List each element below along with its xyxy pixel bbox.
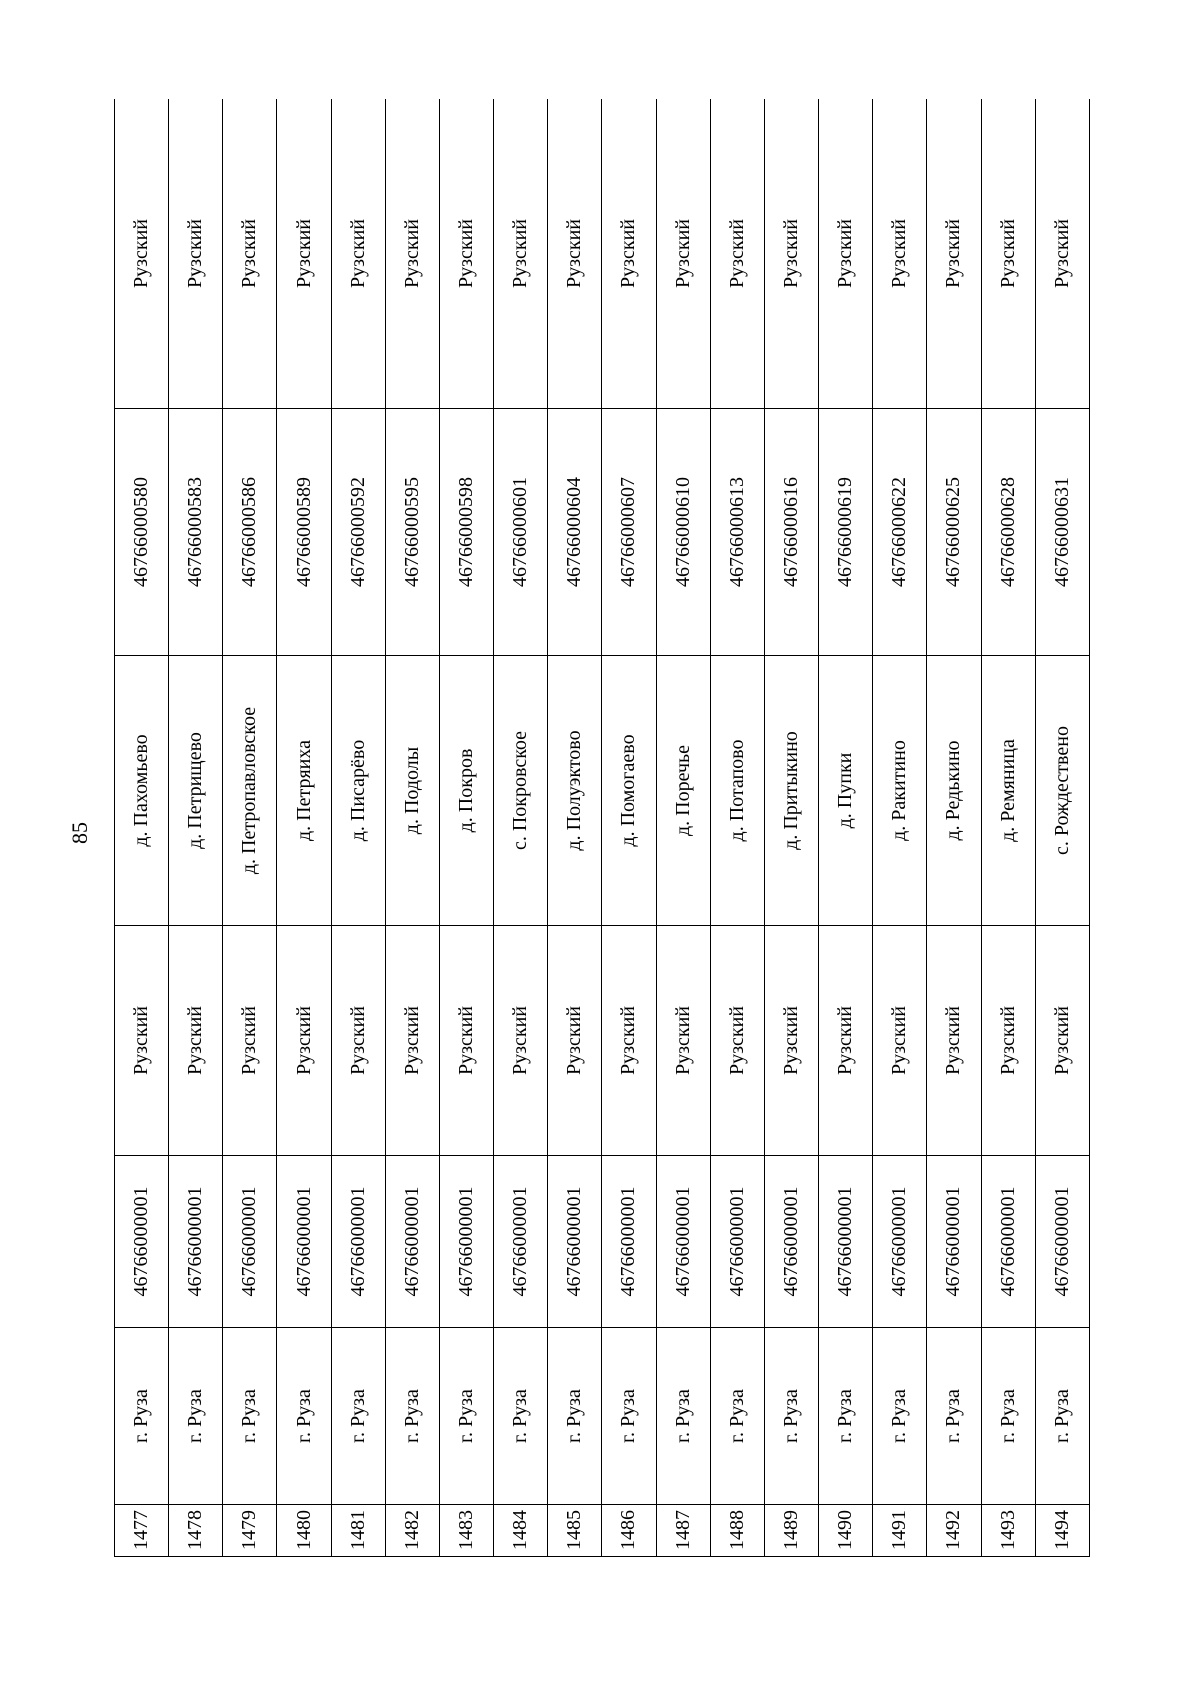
city-cell: г. Руза [1035,1328,1089,1505]
settlement-district-cell: Рузский [819,99,873,409]
city-cell: г. Руза [169,1328,223,1505]
table-row [981,99,1035,1557]
row-number: 1488 [710,1505,764,1557]
table-row [439,99,493,1557]
oktmo-code-cell: 46766000001 [656,1156,710,1328]
district-cell: Рузский [169,926,223,1156]
oktmo-code-cell: 46766000001 [927,1156,981,1328]
table-row [764,99,818,1557]
settlement-code-cell: 46766000580 [115,409,169,656]
city-cell: г. Руза [927,1328,981,1505]
oktmo-code-cell: 46766000001 [764,1156,818,1328]
table-row [873,99,927,1557]
city-cell: г. Руза [548,1328,602,1505]
district-cell: Рузский [548,926,602,1156]
settlement-cell: д. Ремяница [981,656,1035,926]
table-row [656,99,710,1557]
table-row [819,99,873,1557]
district-cell: Рузский [710,926,764,1156]
settlement-code-cell: 46766000598 [439,409,493,656]
settlement-code-cell: 46766000619 [819,409,873,656]
oktmo-code-cell: 46766000001 [819,1156,873,1328]
oktmo-code-cell: 46766000001 [169,1156,223,1328]
district-cell: Рузский [819,926,873,1156]
table-row [385,99,439,1557]
row-number: 1489 [764,1505,818,1557]
table-row [494,99,548,1557]
settlement-code-cell: 46766000622 [873,409,927,656]
settlement-district-cell: Рузский [277,99,331,409]
settlement-code-cell: 46766000616 [764,409,818,656]
oktmo-code-cell: 46766000001 [331,1156,385,1328]
settlement-cell: д. Покров [439,656,493,926]
settlement-district-cell: Рузский [873,99,927,409]
page-number: 85 [67,822,92,844]
settlement-district-cell: Рузский [439,99,493,409]
settlement-cell: д. Петропавловское [223,656,277,926]
settlement-cell: д. Редькино [927,656,981,926]
settlement-code-cell: 46766000625 [927,409,981,656]
settlement-code-cell: 46766000595 [385,409,439,656]
settlement-district-cell: Рузский [223,99,277,409]
row-number: 1492 [927,1505,981,1557]
row-number: 1485 [548,1505,602,1557]
row-number: 1487 [656,1505,710,1557]
city-cell: г. Руза [331,1328,385,1505]
settlement-code-cell: 46766000607 [602,409,656,656]
row-number: 1493 [981,1505,1035,1557]
district-cell: Рузский [656,926,710,1156]
row-number: 1484 [494,1505,548,1557]
table-row [223,99,277,1557]
settlement-district-cell: Рузский [494,99,548,409]
settlement-code-cell: 46766000613 [710,409,764,656]
city-cell: г. Руза [385,1328,439,1505]
table-row [602,99,656,1557]
district-cell: Рузский [277,926,331,1156]
oktmo-code-cell: 46766000001 [439,1156,493,1328]
settlement-cell: д. Подолы [385,656,439,926]
row-number: 1486 [602,1505,656,1557]
district-cell: Рузский [115,926,169,1156]
oktmo-code-cell: 46766000001 [548,1156,602,1328]
settlement-district-cell: Рузский [385,99,439,409]
settlement-code-cell: 46766000631 [1035,409,1089,656]
table-row [169,99,223,1557]
oktmo-code-cell: 46766000001 [115,1156,169,1328]
settlement-district-cell: Рузский [602,99,656,409]
row-number: 1477 [115,1505,169,1557]
city-cell: г. Руза [494,1328,548,1505]
settlement-district-cell: Рузский [1035,99,1089,409]
city-cell: г. Руза [656,1328,710,1505]
settlement-code-cell: 46766000601 [494,409,548,656]
oktmo-code-cell: 46766000001 [1035,1156,1089,1328]
table-row [115,99,169,1557]
district-cell: Рузский [873,926,927,1156]
oktmo-code-cell: 46766000001 [385,1156,439,1328]
settlement-cell: д. Пупки [819,656,873,926]
city-cell: г. Руза [115,1328,169,1505]
row-number: 1482 [385,1505,439,1557]
row-number: 1481 [331,1505,385,1557]
city-cell: г. Руза [223,1328,277,1505]
city-cell: г. Руза [277,1328,331,1505]
city-cell: г. Руза [981,1328,1035,1505]
city-cell: г. Руза [439,1328,493,1505]
settlement-district-cell: Рузский [548,99,602,409]
district-cell: Рузский [385,926,439,1156]
oktmo-code-cell: 46766000001 [494,1156,548,1328]
oktmo-code-cell: 46766000001 [223,1156,277,1328]
settlement-code-cell: 46766000628 [981,409,1035,656]
oktmo-code-cell: 46766000001 [710,1156,764,1328]
table-row [710,99,764,1557]
city-cell: г. Руза [710,1328,764,1505]
district-cell: Рузский [981,926,1035,1156]
settlement-district-cell: Рузский [331,99,385,409]
settlement-code-cell: 46766000589 [277,409,331,656]
settlement-cell: д. Помогаево [602,656,656,926]
settlement-district-cell: Рузский [710,99,764,409]
district-cell: Рузский [331,926,385,1156]
district-cell: Рузский [602,926,656,1156]
settlement-cell: д. Петряиха [277,656,331,926]
row-number: 1483 [439,1505,493,1557]
settlement-district-cell: Рузский [981,99,1035,409]
settlement-cell: с. Рождествено [1035,656,1089,926]
table-row [331,99,385,1557]
city-cell: г. Руза [873,1328,927,1505]
settlement-code-cell: 46766000586 [223,409,277,656]
district-cell: Рузский [439,926,493,1156]
settlement-cell: д. Петрищево [169,656,223,926]
district-cell: Рузский [223,926,277,1156]
settlement-cell: д. Пахомьево [115,656,169,926]
settlement-district-cell: Рузский [764,99,818,409]
table-row [1035,99,1089,1557]
row-number: 1478 [169,1505,223,1557]
district-cell: Рузский [494,926,548,1156]
settlement-cell: д. Ракитино [873,656,927,926]
oktmo-code-cell: 46766000001 [981,1156,1035,1328]
row-number: 1480 [277,1505,331,1557]
settlement-cell: д. Притыкино [764,656,818,926]
district-cell: Рузский [927,926,981,1156]
city-cell: г. Руза [819,1328,873,1505]
table-row [927,99,981,1557]
oktmo-code-cell: 46766000001 [602,1156,656,1328]
district-cell: Рузский [1035,926,1089,1156]
city-cell: г. Руза [764,1328,818,1505]
settlement-district-cell: Рузский [927,99,981,409]
settlements-table-wrapper [114,99,1090,1557]
settlement-code-cell: 46766000604 [548,409,602,656]
settlement-code-cell: 46766000592 [331,409,385,656]
oktmo-code-cell: 46766000001 [277,1156,331,1328]
settlements-table [114,99,1090,1557]
row-number: 1490 [819,1505,873,1557]
district-cell: Рузский [764,926,818,1156]
settlement-code-cell: 46766000610 [656,409,710,656]
settlement-cell: с. Покровское [494,656,548,926]
settlement-district-cell: Рузский [115,99,169,409]
table-row [277,99,331,1557]
row-number: 1494 [1035,1505,1089,1557]
settlement-cell: д. Потапово [710,656,764,926]
table-row [548,99,602,1557]
row-number: 1479 [223,1505,277,1557]
settlement-district-cell: Рузский [656,99,710,409]
city-cell: г. Руза [602,1328,656,1505]
oktmo-code-cell: 46766000001 [873,1156,927,1328]
settlement-code-cell: 46766000583 [169,409,223,656]
settlement-district-cell: Рузский [169,99,223,409]
row-number: 1491 [873,1505,927,1557]
settlement-cell: д. Полуэктово [548,656,602,926]
settlement-cell: д. Писарёво [331,656,385,926]
settlement-cell: д. Поречье [656,656,710,926]
